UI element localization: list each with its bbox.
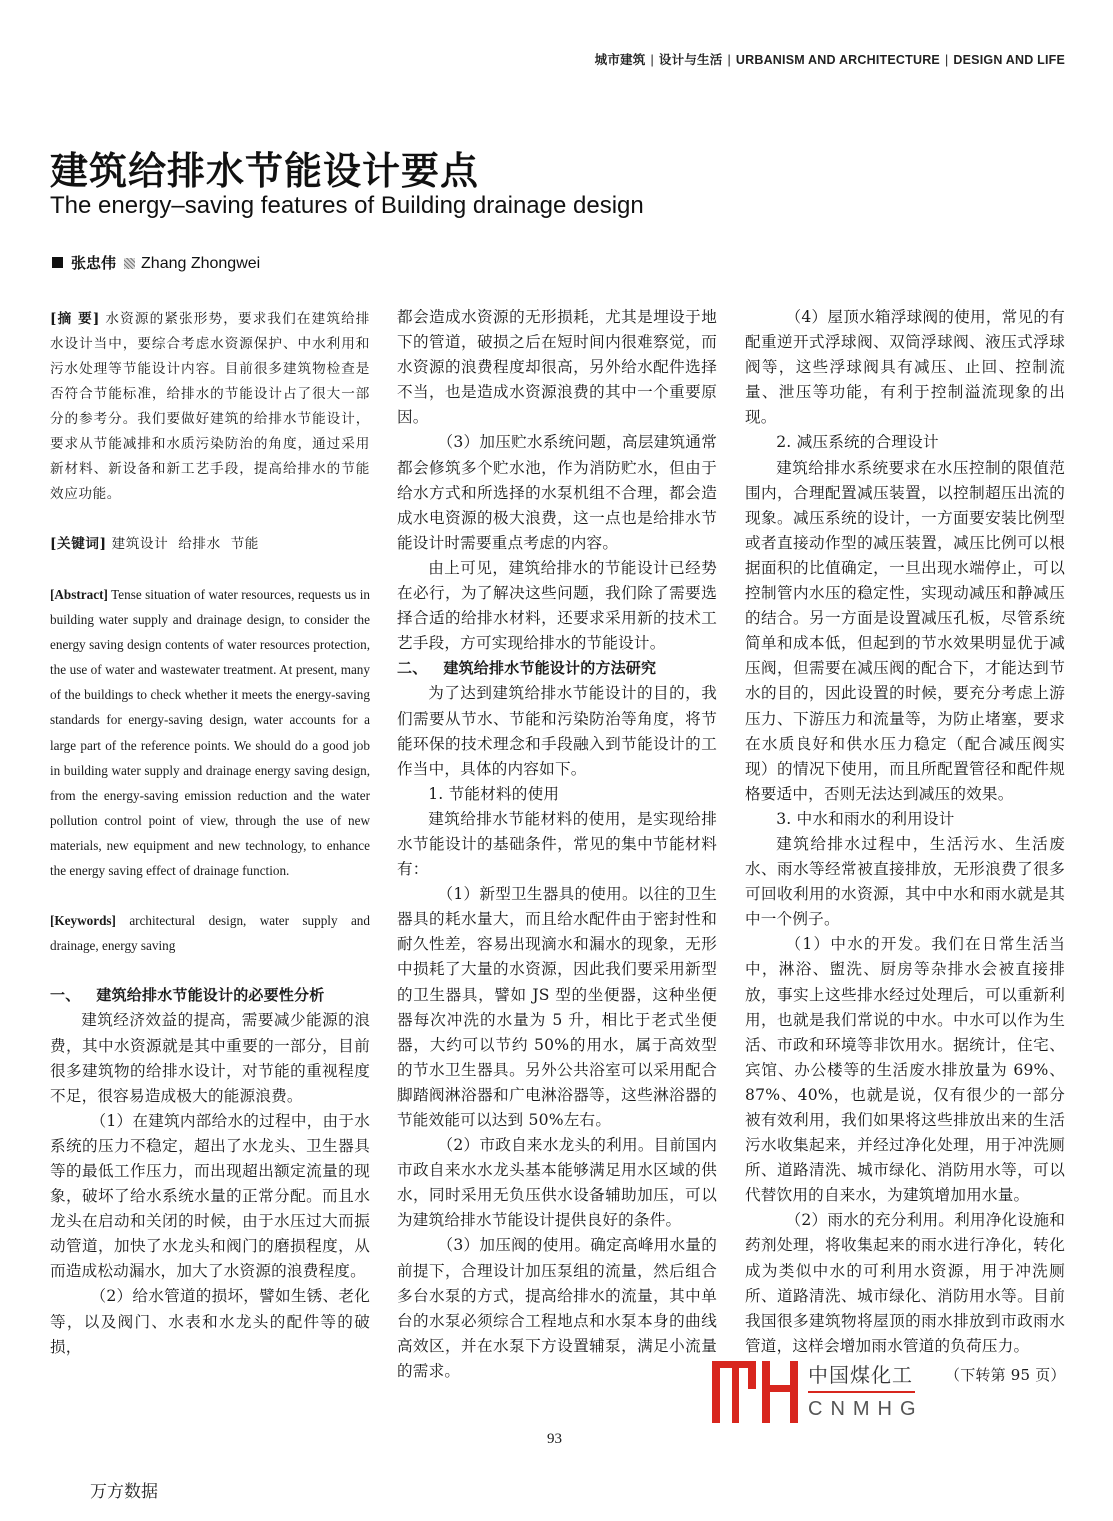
section-1 xyxy=(50,983,370,1359)
subheading: 2. 减压系统的合理设计 xyxy=(776,433,939,452)
abstract-cn-label: [摘 要] xyxy=(50,311,100,327)
paragraph: （1）在建筑内部给水的过程中，由于水系统的压力不稳定，超出了水龙头、卫生器具等的最低工作压力，而出现超出额定流量的现象，破坏了给水系统水量的正常分配。而且水龙头在启动和关闭的时候，由于水压过大而振动管道，加快了水龙头和阀门的磨损程度，从而造成松动漏水，加大了水资源的浪费程度。 xyxy=(50,1111,370,1281)
abstract-en-label: [Abstract] xyxy=(50,587,108,602)
paragraph: 建筑给排水系统要求在水压控制的限值范围内，合理配置减压装置，以控制超压出流的现象。减压系统的设计，一方面要安装比例型或者直接动作型的减压装置，减压比例可以根据面积的比值确定，一旦出现水端停止，可以控制管内水压的稳定性，实现动减压和静减压的结合。另一方面是设置减压孔板，尽管系统简单和成本低，但起到的节水效果明显优于减压阀，但需要在减压阀的配合下，才能达到节水的目的，因此设置的时候，要充分考虑上游压力、下游压力和流量等，为防止堵塞，要求在水质良好和供水压力稳定（配合减压阀实现）的情况下使用，而且所配置管径和配件规格要适中，否则无法达到减压的效果。 xyxy=(745,458,1065,803)
section-heading-text: 建筑给排水节能设计的方法研究 xyxy=(443,659,657,678)
paragraph: （2）雨水的充分利用。利用净化设施和药剂处理，将收集起来的雨水进行净化，转化成为类似中水的可利用水资源，用于冲洗厕所、道路清洗、城市绿化、消防用水等。目前我国很多建筑物将屋顶的雨水排放到市政雨水管道，这样会增加雨水管道的负荷压力。 xyxy=(745,1211,1065,1355)
paragraph: （2）给水管道的损坏，譬如生锈、老化等，以及阀门、水表和水龙头的配件等的破损， xyxy=(50,1287,370,1356)
section-number: 一、 xyxy=(50,986,81,1005)
middle-column xyxy=(397,305,717,1384)
author-cn: 张忠伟 xyxy=(71,254,117,272)
footer-source: 万方数据 xyxy=(90,1482,158,1502)
header-item: 城市建筑 xyxy=(594,53,646,67)
paragraph: （1）中水的开发。我们在日常生活当中，淋浴、盥洗、厨房等杂排水会被直接排放，事实上这些排水经过处理后，可以重新利用，也就是我们常说的中水。中水可以作为生活、市政和环境等非饮用水。据统计，住宅、宾馆、办公楼等的生活废水排放量为 69%、87%、40%，也就是说，仅有很少的一部分被有效利用，我们如果将这些排放出来的生活污水收集起来，并经过净化处理，用于冲洗厕所、道路清洗、城市绿化、消防用水等，可以代替饮用的自来水，为建筑增加用水量。 xyxy=(745,935,1065,1205)
paragraph: 由上可见，建筑给排水的节能设计已经势在必行，为了解决这些问题，我们除了需要选择合适的给排水材料，还要求采用新的技术工艺手段，方可实现给排水的节能设计。 xyxy=(397,558,717,653)
paragraph: 为了达到建筑给排水节能设计的目的，我们需要从节水、节能和污染防治等角度，将节能环保的技术理念和手段融入到节能设计的工作当中，具体的内容如下。 xyxy=(397,684,717,778)
continued-note: （下转第 95 页） xyxy=(945,1365,1066,1384)
paragraph: （4）屋顶水箱浮球阀的使用，常见的有配重逆开式浮球阀、双筒浮球阀、液压式浮球阀等，这些浮球阀具有减压、止回、控制流量、泄压等功能，有利于控制溢流现象的出现。 xyxy=(745,308,1065,427)
keywords-cn xyxy=(50,532,370,557)
watermark-en: CNMHG xyxy=(808,1397,924,1420)
abstract-cn-text: 水资源的紧张形势，要求我们在建筑给排水设计当中，要综合考虑水资源保护、中水利用和污水处理等节能设计内容。目前很多建筑物检查是否符合节能标准，给排水的节能设计占了很大一部分的参考分。我们要做好建筑的给排水节能设计，要求从节能减排和水质污染防治的角度，通过采用新材料、新设备和新工艺手段，提高给排水的节能效应功能。 xyxy=(50,311,370,502)
paragraph: （3）加压阀的使用。确定高峰用水量的前提下，合理设计加压泵组的流量，然后组合多台水泵的方式，提高给排水的流量，其中单台的水泵必须综合工程地点和水泵本身的曲线高效区，并在水泵下方设置辅泵，满足小流量的需求。 xyxy=(397,1236,717,1380)
section-2-heading xyxy=(397,656,717,681)
header-item: URBANISM AND ARCHITECTURE xyxy=(735,53,940,67)
cnmhg-logo-icon xyxy=(712,1361,798,1423)
right-column xyxy=(745,305,1065,1423)
watermark-divider xyxy=(808,1391,915,1393)
subheading: 1. 节能材料的使用 xyxy=(428,784,560,803)
paragraph: （2）市政自来水龙头的利用。目前国内市政自来水水龙头基本能够满足用水区域的供水，同时采用无负压供水设备辅助加压，可以为建筑给排水节能设计提供良好的条件。 xyxy=(397,1136,717,1230)
article-title: 建筑给排水节能设计要点 xyxy=(50,149,480,193)
abstract-cn xyxy=(50,307,370,507)
paragraph: 建筑给排水过程中，生活污水、生活废水、雨水等经常被直接排放，无形浪费了很多可回收利用的水资源，其中中水和雨水就是其中一个例子。 xyxy=(745,834,1065,929)
abstract-en-text: Tense situation of water resources, requests us in building water supply and drainage design, to consider the energy saving design contents of water resources protection, the use of water and wastewater treatment. At present, many of the buildings to check whether it meets the energy-saving standards for energy-saving design, water accounts for a large part of the reference points. We should do a good job in building water supply and drainage energy saving design, from the energy-saving emission reduction and the water pollution control point of view, through the use of new materials, new equipment and new technology, to enhance the energy saving effect of drainage function. xyxy=(50,587,370,879)
square-bullet-icon xyxy=(52,257,63,268)
header-item: 设计与生活 xyxy=(658,53,723,67)
paragraph: 都会造成水资源的无形损耗，尤其是埋设于地下的管道，破损之后在短时间内很难察觉，而水资源的浪费程度却很高，另外给水配件选择不当，也是造成水资源浪费的其中一个重要原因。 xyxy=(397,308,717,427)
author-line xyxy=(52,252,260,273)
keywords-en-label: [Keywords] xyxy=(50,913,116,929)
keywords-cn-label: [关键词] xyxy=(50,536,107,552)
author-en: Zhang Zhongwei xyxy=(141,255,261,272)
running-header: 城市建筑 | 设计与生活 | URBANISM AND ARCHITECTURE | DESIGN AND LIFE xyxy=(594,53,1065,67)
paragraph: 建筑经济效益的提高，需要减少能源的浪费，其中水资源就是其中重要的一部分，目前很多建筑物的给排水设计，对节能的重视程度不足，很容易造成极大的能源浪费。 xyxy=(50,1011,370,1105)
keywords-cn-text: 建筑设计 给排水 节能 xyxy=(111,536,260,552)
section-heading-text: 建筑给排水节能设计的必要性分析 xyxy=(96,986,325,1005)
section-1-heading xyxy=(50,983,370,1008)
paragraph: 建筑给排水节能材料的使用，是实现给排水节能设计的基础条件，常见的集中节能材料有： xyxy=(397,809,717,879)
subheading: 3. 中水和雨水的利用设计 xyxy=(776,809,955,828)
header-item: DESIGN AND LIFE xyxy=(953,53,1065,67)
section-number: 二、 xyxy=(397,659,428,678)
left-column xyxy=(50,307,370,1385)
watermark-cn: 中国煤化工 xyxy=(808,1362,913,1387)
page-number: 93 xyxy=(547,1431,562,1447)
paragraph: （3）加压贮水系统问题，高层建筑通常都会修筑多个贮水池，作为消防贮水，但由于给水方式和所选择的水泵机组不合理，都会造成水电资源的极大浪费，这一点也是给排水节能设计时需要重点考虑的内容。 xyxy=(397,433,717,552)
paragraph: （1）新型卫生器具的使用。以往的卫生器具的耗水量大，而且给水配件由于密封性和耐久性差，容易出现滴水和漏水的现象，无形中损耗了大量的水资源，因此我们要采用新型的卫生器具，譬如 JS 型的坐便器，这种坐便器每次冲洗的水量为 5 升，相比于老式坐便器，大约可以节约 50%的用水，属于高效型的节水卫生器具。另外公共浴室可以采用配合脚踏阀淋浴器和广电淋浴器等，这些淋浴器的节能效能可以达到 50%左右。 xyxy=(397,885,717,1129)
keywords-en xyxy=(50,908,370,958)
keywords-en-text: architectural design, water supply and drainage, energy saving xyxy=(50,913,370,954)
article-subtitle: The energy–saving features of Building drainage design xyxy=(50,192,644,219)
watermark-block xyxy=(745,1361,1065,1423)
abstract-en xyxy=(50,582,370,883)
hatched-square-icon xyxy=(124,258,135,269)
